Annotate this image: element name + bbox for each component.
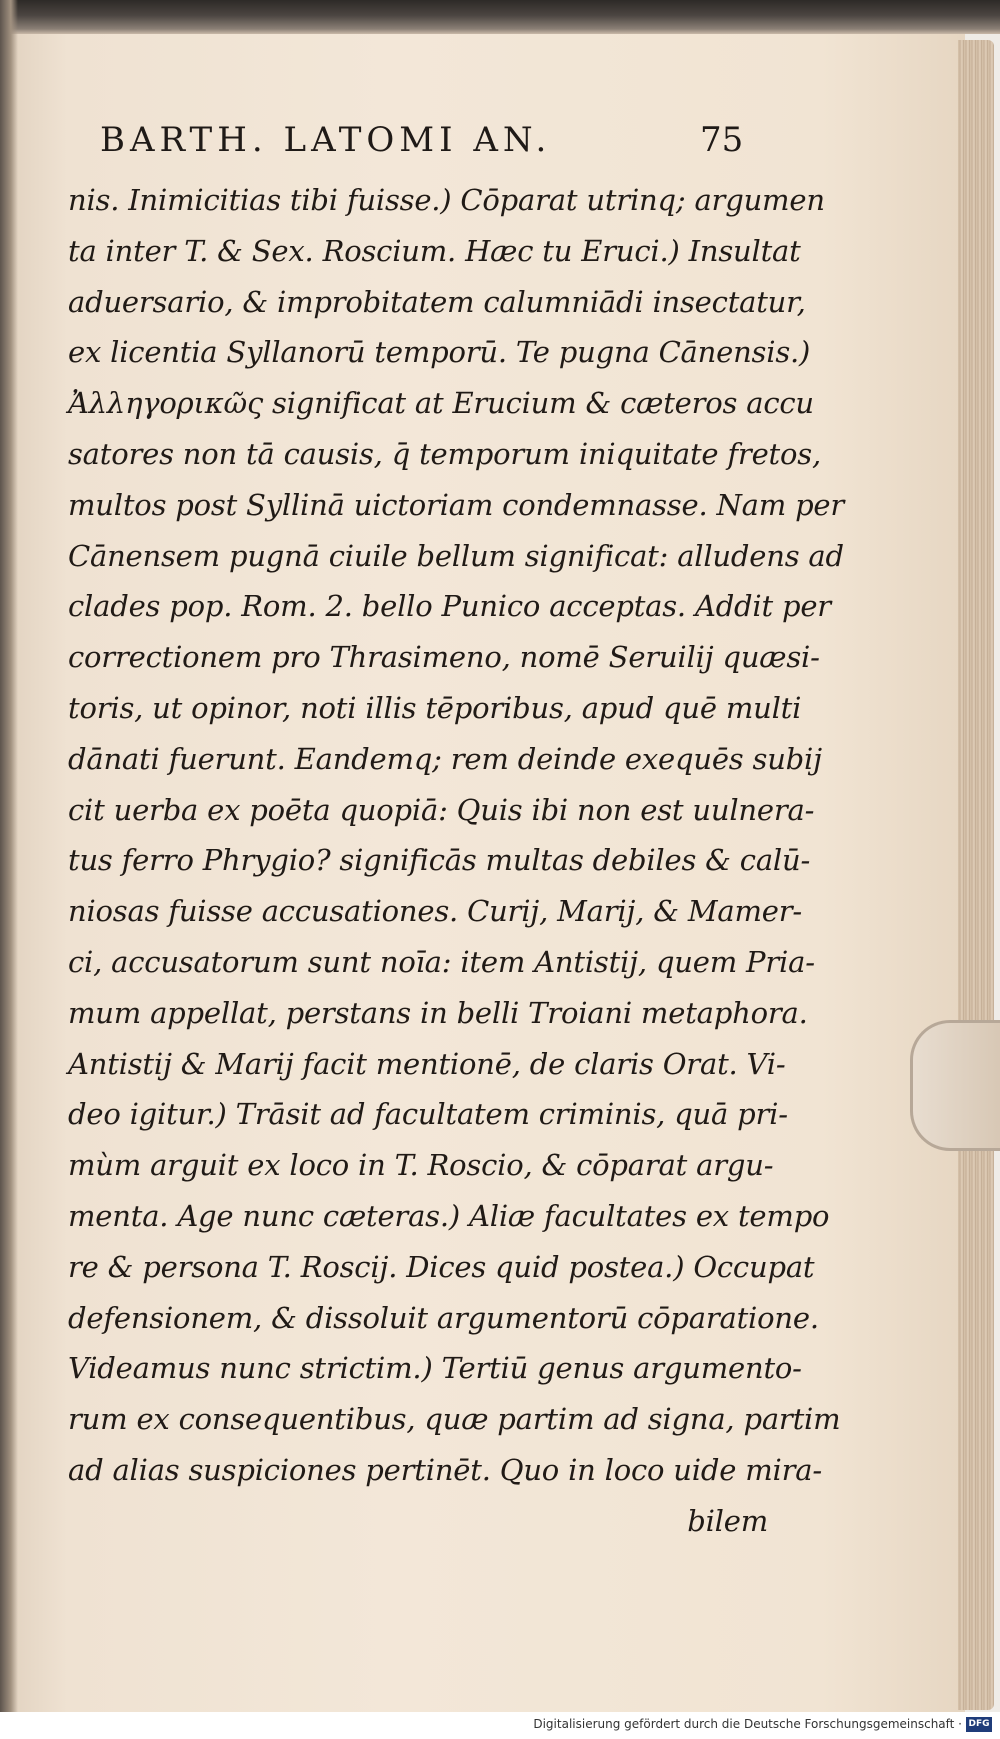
text-line: Videamus nunc strictim.) Tertiū genus argumento- bbox=[68, 1351, 802, 1386]
text-line: mùm arguit ex loco in T. Roscio, & cōparat argu- bbox=[68, 1148, 774, 1183]
text-line: satores non tā causis, q̄ temporum iniquitate fretos, bbox=[68, 436, 821, 471]
text-line: clades pop. Rom. 2. bello Punico acceptas. Addit per bbox=[68, 589, 831, 624]
text-line: ta inter T. & Sex. Roscium. Hæc tu Eruci.) Insultat bbox=[68, 233, 801, 268]
text-line: nis. Inimicitias tibi fuisse.) Cōparat utrinq; argumen bbox=[68, 183, 825, 217]
text-line: mum appellat, perstans in belli Troiani metaphora. bbox=[68, 995, 808, 1030]
text-line: dānati fuerunt. Eandemq; rem deinde exequēs subij bbox=[68, 741, 822, 776]
text-line: aduersario, & improbitatem calumniādi insectatur, bbox=[68, 284, 806, 319]
text-line: Antistij & Marij facit mentionē, de claris Orat. Vi- bbox=[68, 1046, 786, 1081]
text-block bbox=[68, 175, 845, 1547]
text-line: ex licentia Syllanorū temporū. Te pugna Cānensis.) bbox=[68, 335, 811, 370]
text-line: toris, ut opinor, noti illis tēporibus, apud quē multi bbox=[68, 690, 802, 725]
text-line: correctionem pro Thrasimeno, nomē Seruilij quæsi- bbox=[68, 640, 820, 675]
text-line: tus ferro Phrygio? significās multas debiles & calū- bbox=[68, 843, 811, 878]
book-clasp bbox=[910, 1020, 1000, 1151]
text-line: ci, accusatorum sunt noīa: item Antistij, quem Pria- bbox=[68, 944, 815, 979]
left-gutter-shadow bbox=[0, 0, 18, 1739]
text-line: rum ex consequentibus, quæ partim ad signa, partim bbox=[68, 1402, 841, 1437]
text-line: deo igitur.) Trāsit ad facultatem criminis, quā pri- bbox=[68, 1097, 788, 1132]
top-binding-shadow bbox=[0, 0, 1000, 34]
text-line: defensionem, & dissoluit argumentorū cōparatione. bbox=[68, 1300, 819, 1335]
dfg-logo: DFG bbox=[966, 1717, 992, 1732]
text-line: menta. Age nunc cæteras.) Aliæ facultates ex tempo bbox=[68, 1198, 830, 1233]
funding-credit: Digitalisierung gefördert durch die Deutsche Forschungsgemeinschaft · bbox=[533, 1717, 962, 1731]
text-line: cit uerba ex poēta quopiā: Quis ibi non est uulnera- bbox=[68, 792, 815, 827]
text-line: Ἀλληγορικῶς significat at Erucium & cæteros accu bbox=[68, 386, 814, 421]
text-line: ad alias suspiciones pertinēt. Quo in loco uide mira- bbox=[68, 1452, 822, 1487]
catchword: bilem bbox=[687, 1503, 768, 1538]
folio-number: 75 bbox=[700, 120, 744, 160]
text-line: niosas fuisse accusationes. Curij, Marij, & Mamer- bbox=[68, 894, 803, 929]
text-line: multos post Syllinā uictoriam condemnasse. Nam per bbox=[68, 487, 845, 522]
footer-bar bbox=[0, 1712, 1000, 1739]
running-header: BARTH. LATOMI AN. bbox=[100, 120, 552, 160]
text-line: re & persona T. Roscij. Dices quid postea.) Occupat bbox=[68, 1249, 815, 1284]
text-line: Cānensem pugnā ciuile bellum significat: alludens ad bbox=[68, 538, 844, 573]
page-edges bbox=[958, 40, 994, 1710]
